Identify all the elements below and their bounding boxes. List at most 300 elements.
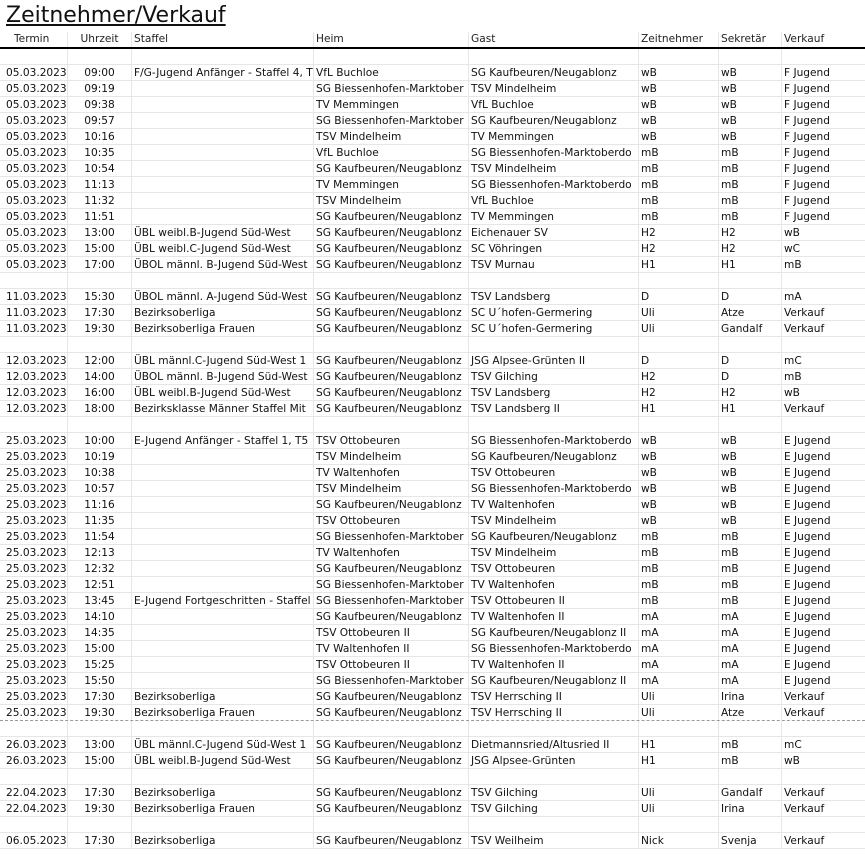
sekretaer-cell[interactable]: H2 xyxy=(719,241,782,256)
heim-cell[interactable]: TSV Mindelheim xyxy=(314,481,469,496)
heim-cell[interactable] xyxy=(314,273,469,288)
sekretaer-cell[interactable]: Svenja xyxy=(719,833,782,848)
staffel-cell[interactable] xyxy=(132,193,314,208)
staffel-cell[interactable] xyxy=(132,561,314,576)
time-cell[interactable]: 09:00 xyxy=(68,65,132,80)
gast-cell[interactable]: SC U´hofen-Germering xyxy=(469,305,639,320)
gast-cell[interactable]: SC U´hofen-Germering xyxy=(469,321,639,336)
zeitnehmer-cell[interactable]: wB xyxy=(639,449,719,464)
date-cell[interactable]: 22.04.2023 xyxy=(0,785,68,800)
sekretaer-cell[interactable] xyxy=(719,417,782,432)
staffel-cell[interactable]: ÜBOL männl. B-Jugend Süd-West xyxy=(132,257,314,272)
time-cell[interactable]: 12:00 xyxy=(68,353,132,368)
zeitnehmer-cell[interactable] xyxy=(639,49,719,64)
zeitnehmer-cell[interactable]: mB xyxy=(639,145,719,160)
staffel-cell[interactable] xyxy=(132,545,314,560)
date-cell[interactable]: 05.03.2023 xyxy=(0,113,68,128)
sekretaer-cell[interactable]: D xyxy=(719,289,782,304)
zeitnehmer-cell[interactable]: Nick xyxy=(639,833,719,848)
zeitnehmer-cell[interactable]: Uli xyxy=(639,321,719,336)
heim-cell[interactable]: SG Kaufbeuren/Neugablonz xyxy=(314,353,469,368)
date-cell[interactable]: 25.03.2023 xyxy=(0,449,68,464)
verkauf-cell[interactable]: E Jugend xyxy=(784,499,831,511)
gast-cell[interactable]: VfL Buchloe xyxy=(469,193,639,208)
gast-cell[interactable]: SG Kaufbeuren/Neugablonz xyxy=(469,65,639,80)
date-cell[interactable]: 25.03.2023 xyxy=(0,657,68,672)
gast-cell[interactable]: SG Kaufbeuren/Neugablonz xyxy=(469,113,639,128)
heim-cell[interactable]: SG Kaufbeuren/Neugablonz xyxy=(314,689,469,704)
heim-cell[interactable]: SG Kaufbeuren/Neugablonz xyxy=(314,289,469,304)
sekretaer-cell[interactable]: D xyxy=(719,353,782,368)
sekretaer-cell[interactable]: wB xyxy=(719,433,782,448)
date-cell[interactable] xyxy=(0,49,68,64)
gast-cell[interactable]: TSV Murnau xyxy=(469,257,639,272)
staffel-cell[interactable] xyxy=(132,497,314,512)
staffel-cell[interactable] xyxy=(132,145,314,160)
heim-cell[interactable]: SG Kaufbeuren/Neugablonz xyxy=(314,257,469,272)
gast-cell[interactable]: TV Waltenhofen II xyxy=(469,609,639,624)
date-cell[interactable]: 25.03.2023 xyxy=(0,513,68,528)
heim-cell[interactable]: SG Kaufbeuren/Neugablonz xyxy=(314,609,469,624)
verkauf-cell[interactable]: Verkauf xyxy=(784,707,825,719)
gast-cell[interactable]: SC Vöhringen xyxy=(469,241,639,256)
heim-cell[interactable]: TSV Mindelheim xyxy=(314,449,469,464)
zeitnehmer-cell[interactable]: mB xyxy=(639,561,719,576)
heim-cell[interactable]: SG Kaufbeuren/Neugablonz xyxy=(314,305,469,320)
time-cell[interactable]: 11:35 xyxy=(68,513,132,528)
gast-cell[interactable]: TSV Ottobeuren xyxy=(469,561,639,576)
heim-cell[interactable]: SG Kaufbeuren/Neugablonz xyxy=(314,241,469,256)
sekretaer-cell[interactable] xyxy=(719,769,782,784)
staffel-cell[interactable]: ÜBL männl.C-Jugend Süd-West 1 xyxy=(132,737,314,752)
heim-cell[interactable]: TSV Mindelheim xyxy=(314,129,469,144)
verkauf-cell[interactable]: E Jugend xyxy=(784,531,831,543)
verkauf-cell[interactable]: Verkauf xyxy=(784,835,825,847)
sekretaer-cell[interactable]: mB xyxy=(719,193,782,208)
time-cell[interactable]: 16:00 xyxy=(68,385,132,400)
verkauf-cell[interactable]: mC xyxy=(784,355,802,367)
gast-cell[interactable]: TV Waltenhofen xyxy=(469,497,639,512)
staffel-cell[interactable] xyxy=(132,161,314,176)
zeitnehmer-cell[interactable]: H2 xyxy=(639,369,719,384)
time-cell[interactable]: 15:50 xyxy=(68,673,132,688)
time-cell[interactable]: 19:30 xyxy=(68,801,132,816)
staffel-cell[interactable]: Bezirksoberliga Frauen xyxy=(132,705,314,720)
staffel-cell[interactable] xyxy=(132,673,314,688)
gast-cell[interactable] xyxy=(469,337,639,352)
gast-cell[interactable]: SG Biessenhofen-Marktoberdo xyxy=(469,641,639,656)
gast-cell[interactable]: SG Biessenhofen-Marktoberdo xyxy=(469,145,639,160)
time-cell[interactable] xyxy=(68,337,132,352)
zeitnehmer-cell[interactable]: H2 xyxy=(639,385,719,400)
heim-cell[interactable] xyxy=(314,817,469,832)
zeitnehmer-cell[interactable]: Uli xyxy=(639,705,719,720)
date-cell[interactable]: 26.03.2023 xyxy=(0,753,68,768)
date-cell[interactable]: 05.03.2023 xyxy=(0,65,68,80)
zeitnehmer-cell[interactable]: wB xyxy=(639,497,719,512)
zeitnehmer-cell[interactable]: wB xyxy=(639,65,719,80)
zeitnehmer-cell[interactable]: H1 xyxy=(639,401,719,416)
gast-cell[interactable]: TSV Gilching xyxy=(469,785,639,800)
date-cell[interactable]: 12.03.2023 xyxy=(0,385,68,400)
heim-cell[interactable]: TSV Ottobeuren II xyxy=(314,625,469,640)
heim-cell[interactable]: SG Biessenhofen-Marktober xyxy=(314,529,469,544)
heim-cell[interactable]: SG Kaufbeuren/Neugablonz xyxy=(314,161,469,176)
zeitnehmer-cell[interactable] xyxy=(639,417,719,432)
heim-cell[interactable]: SG Kaufbeuren/Neugablonz xyxy=(314,785,469,800)
verkauf-cell[interactable]: mA xyxy=(784,291,802,303)
heim-cell[interactable]: VfL Buchloe xyxy=(314,145,469,160)
gast-cell[interactable]: TSV Mindelheim xyxy=(469,513,639,528)
time-cell[interactable] xyxy=(68,273,132,288)
zeitnehmer-cell[interactable]: mB xyxy=(639,577,719,592)
staffel-cell[interactable] xyxy=(132,721,314,736)
date-cell[interactable]: 26.03.2023 xyxy=(0,737,68,752)
sekretaer-cell[interactable] xyxy=(719,273,782,288)
zeitnehmer-cell[interactable]: wB xyxy=(639,81,719,96)
sekretaer-cell[interactable]: mB xyxy=(719,737,782,752)
verkauf-cell[interactable]: F Jugend xyxy=(784,131,830,143)
sekretaer-cell[interactable]: wB xyxy=(719,481,782,496)
zeitnehmer-cell[interactable]: mA xyxy=(639,641,719,656)
gast-cell[interactable]: SG Biessenhofen-Marktoberdo xyxy=(469,481,639,496)
zeitnehmer-cell[interactable]: mB xyxy=(639,177,719,192)
time-cell[interactable]: 10:19 xyxy=(68,449,132,464)
gast-cell[interactable]: SG Biessenhofen-Marktoberdo xyxy=(469,433,639,448)
staffel-cell[interactable]: F/G-Jugend Anfänger - Staffel 4, T xyxy=(134,67,313,79)
gast-cell[interactable]: SG Kaufbeuren/Neugablonz xyxy=(469,529,639,544)
time-cell[interactable] xyxy=(68,721,132,736)
heim-cell[interactable]: SG Kaufbeuren/Neugablonz xyxy=(314,833,469,848)
staffel-cell[interactable] xyxy=(132,641,314,656)
sekretaer-cell[interactable]: wB xyxy=(719,65,782,80)
staffel-cell[interactable]: Bezirksoberliga xyxy=(132,689,314,704)
date-cell[interactable]: 25.03.2023 xyxy=(0,529,68,544)
gast-cell[interactable] xyxy=(469,817,639,832)
time-cell[interactable]: 19:30 xyxy=(68,321,132,336)
heim-cell[interactable]: SG Kaufbeuren/Neugablonz xyxy=(314,705,469,720)
zeitnehmer-cell[interactable]: mB xyxy=(639,161,719,176)
time-cell[interactable]: 18:00 xyxy=(68,401,132,416)
time-cell[interactable]: 13:45 xyxy=(68,593,132,608)
staffel-cell[interactable] xyxy=(132,609,314,624)
date-cell[interactable]: 11.03.2023 xyxy=(0,321,68,336)
sekretaer-cell[interactable]: Atze xyxy=(719,705,782,720)
date-cell[interactable]: 12.03.2023 xyxy=(0,369,68,384)
sekretaer-cell[interactable]: mB xyxy=(719,145,782,160)
header-sekretaer[interactable]: Sekretär xyxy=(719,32,782,47)
gast-cell[interactable]: JSG Alpsee-Grünten II xyxy=(469,353,639,368)
staffel-cell[interactable]: ÜBL weibl.B-Jugend Süd-West xyxy=(132,753,314,768)
sekretaer-cell[interactable]: wB xyxy=(719,113,782,128)
sekretaer-cell[interactable]: mB xyxy=(719,161,782,176)
header-staffel[interactable]: Staffel xyxy=(132,32,314,47)
header-gast[interactable]: Gast xyxy=(469,32,639,47)
header-termin[interactable]: Termin xyxy=(0,32,68,47)
date-cell[interactable]: 25.03.2023 xyxy=(0,545,68,560)
sekretaer-cell[interactable]: H1 xyxy=(719,401,782,416)
sekretaer-cell[interactable]: mA xyxy=(719,625,782,640)
date-cell[interactable]: 25.03.2023 xyxy=(0,465,68,480)
verkauf-cell[interactable]: E Jugend xyxy=(784,675,831,687)
sekretaer-cell[interactable]: H1 xyxy=(719,257,782,272)
sekretaer-cell[interactable]: wB xyxy=(719,513,782,528)
zeitnehmer-cell[interactable]: mA xyxy=(639,673,719,688)
sekretaer-cell[interactable] xyxy=(719,49,782,64)
sekretaer-cell[interactable]: wB xyxy=(719,97,782,112)
verkauf-cell[interactable]: E Jugend xyxy=(784,659,831,671)
time-cell[interactable]: 14:35 xyxy=(68,625,132,640)
time-cell[interactable]: 17:30 xyxy=(68,785,132,800)
time-cell[interactable]: 12:51 xyxy=(68,577,132,592)
staffel-cell[interactable] xyxy=(132,49,314,64)
gast-cell[interactable] xyxy=(469,273,639,288)
staffel-cell[interactable] xyxy=(132,481,314,496)
zeitnehmer-cell[interactable]: wB xyxy=(639,97,719,112)
date-cell[interactable] xyxy=(0,417,68,432)
zeitnehmer-cell[interactable] xyxy=(639,721,719,736)
staffel-cell[interactable]: Bezirksoberliga Frauen xyxy=(132,801,314,816)
zeitnehmer-cell[interactable]: Uli xyxy=(639,689,719,704)
zeitnehmer-cell[interactable]: mB xyxy=(639,593,719,608)
staffel-cell[interactable] xyxy=(132,417,314,432)
time-cell[interactable] xyxy=(68,417,132,432)
time-cell[interactable]: 19:30 xyxy=(68,705,132,720)
date-cell[interactable]: 25.03.2023 xyxy=(0,497,68,512)
time-cell[interactable]: 15:00 xyxy=(68,241,132,256)
date-cell[interactable]: 25.03.2023 xyxy=(0,481,68,496)
staffel-cell[interactable]: ÜBL weibl.B-Jugend Süd-West xyxy=(132,385,314,400)
zeitnehmer-cell[interactable]: mB xyxy=(639,193,719,208)
zeitnehmer-cell[interactable]: mA xyxy=(639,625,719,640)
gast-cell[interactable] xyxy=(469,417,639,432)
verkauf-cell[interactable]: wB xyxy=(784,755,800,767)
heim-cell[interactable]: SG Kaufbeuren/Neugablonz xyxy=(314,209,469,224)
date-cell[interactable]: 06.05.2023 xyxy=(0,833,68,848)
heim-cell[interactable]: SG Kaufbeuren/Neugablonz xyxy=(314,369,469,384)
time-cell[interactable]: 11:32 xyxy=(68,193,132,208)
sekretaer-cell[interactable]: D xyxy=(719,369,782,384)
time-cell[interactable]: 14:10 xyxy=(68,609,132,624)
verkauf-cell[interactable]: wB xyxy=(784,387,800,399)
heim-cell[interactable]: SG Kaufbeuren/Neugablonz xyxy=(314,561,469,576)
verkauf-cell[interactable] xyxy=(782,721,865,736)
gast-cell[interactable]: TV Waltenhofen xyxy=(469,577,639,592)
verkauf-cell[interactable]: F Jugend xyxy=(784,83,830,95)
date-cell[interactable]: 25.03.2023 xyxy=(0,641,68,656)
zeitnehmer-cell[interactable]: mB xyxy=(639,209,719,224)
date-cell[interactable]: 25.03.2023 xyxy=(0,609,68,624)
date-cell[interactable]: 25.03.2023 xyxy=(0,625,68,640)
time-cell[interactable]: 09:38 xyxy=(68,97,132,112)
time-cell[interactable]: 15:30 xyxy=(68,289,132,304)
date-cell[interactable]: 05.03.2023 xyxy=(0,81,68,96)
zeitnehmer-cell[interactable]: D xyxy=(639,353,719,368)
verkauf-cell[interactable]: E Jugend xyxy=(784,451,831,463)
sekretaer-cell[interactable]: mB xyxy=(719,577,782,592)
gast-cell[interactable]: TSV Herrsching II xyxy=(469,689,639,704)
gast-cell[interactable]: SG Kaufbeuren/Neugablonz II xyxy=(469,673,639,688)
time-cell[interactable]: 10:16 xyxy=(68,129,132,144)
heim-cell[interactable] xyxy=(314,721,469,736)
sekretaer-cell[interactable]: mB xyxy=(719,529,782,544)
staffel-cell[interactable]: ÜBOL männl. B-Jugend Süd-West xyxy=(132,369,314,384)
verkauf-cell[interactable]: E Jugend xyxy=(784,643,831,655)
staffel-cell[interactable] xyxy=(132,273,314,288)
date-cell[interactable]: 25.03.2023 xyxy=(0,705,68,720)
verkauf-cell[interactable]: F Jugend xyxy=(784,179,830,191)
verkauf-cell[interactable]: Verkauf xyxy=(784,403,825,415)
heim-cell[interactable]: SG Kaufbeuren/Neugablonz xyxy=(314,801,469,816)
time-cell[interactable] xyxy=(68,49,132,64)
sekretaer-cell[interactable]: Atze xyxy=(719,305,782,320)
gast-cell[interactable]: JSG Alpsee-Grünten xyxy=(469,753,639,768)
staffel-cell[interactable] xyxy=(132,113,314,128)
date-cell[interactable]: 11.03.2023 xyxy=(0,289,68,304)
zeitnehmer-cell[interactable]: Uli xyxy=(639,305,719,320)
heim-cell[interactable]: SG Kaufbeuren/Neugablonz xyxy=(314,401,469,416)
date-cell[interactable]: 12.03.2023 xyxy=(0,401,68,416)
staffel-cell[interactable] xyxy=(132,337,314,352)
verkauf-cell[interactable]: F Jugend xyxy=(784,147,830,159)
time-cell[interactable]: 10:00 xyxy=(68,433,132,448)
staffel-cell[interactable] xyxy=(132,817,314,832)
date-cell[interactable]: 22.04.2023 xyxy=(0,801,68,816)
verkauf-cell[interactable]: E Jugend xyxy=(784,627,831,639)
header-zeitnehmer[interactable]: Zeitnehmer xyxy=(639,32,719,47)
zeitnehmer-cell[interactable]: Uli xyxy=(639,785,719,800)
verkauf-cell[interactable]: E Jugend xyxy=(784,467,831,479)
sekretaer-cell[interactable]: mB xyxy=(719,561,782,576)
sekretaer-cell[interactable]: Gandalf xyxy=(719,321,782,336)
verkauf-cell[interactable]: wB xyxy=(784,227,800,239)
zeitnehmer-cell[interactable]: wB xyxy=(639,129,719,144)
heim-cell[interactable]: TV Waltenhofen II xyxy=(314,641,469,656)
time-cell[interactable]: 10:54 xyxy=(68,161,132,176)
verkauf-cell[interactable]: mC xyxy=(784,739,802,751)
verkauf-cell[interactable] xyxy=(782,817,865,832)
zeitnehmer-cell[interactable]: D xyxy=(639,289,719,304)
date-cell[interactable]: 05.03.2023 xyxy=(0,257,68,272)
heim-cell[interactable]: SG Kaufbeuren/Neugablonz xyxy=(314,737,469,752)
verkauf-cell[interactable]: E Jugend xyxy=(784,563,831,575)
date-cell[interactable]: 25.03.2023 xyxy=(0,593,68,608)
zeitnehmer-cell[interactable] xyxy=(639,769,719,784)
verkauf-cell[interactable]: F Jugend xyxy=(784,195,830,207)
time-cell[interactable]: 15:00 xyxy=(68,641,132,656)
gast-cell[interactable]: TSV Ottobeuren xyxy=(469,465,639,480)
time-cell[interactable]: 09:57 xyxy=(68,113,132,128)
staffel-cell[interactable] xyxy=(132,177,314,192)
staffel-cell[interactable]: ÜBL weibl.B-Jugend Süd-West xyxy=(132,225,314,240)
date-cell[interactable]: 25.03.2023 xyxy=(0,673,68,688)
verkauf-cell[interactable]: E Jugend xyxy=(784,595,831,607)
gast-cell[interactable] xyxy=(469,769,639,784)
staffel-cell[interactable]: E-Jugend Fortgeschritten - Staffel xyxy=(132,593,314,608)
verkauf-cell[interactable]: E Jugend xyxy=(784,579,831,591)
zeitnehmer-cell[interactable]: mB xyxy=(639,545,719,560)
sekretaer-cell[interactable]: wB xyxy=(719,465,782,480)
time-cell[interactable]: 09:19 xyxy=(68,81,132,96)
time-cell[interactable]: 15:25 xyxy=(68,657,132,672)
date-cell[interactable]: 05.03.2023 xyxy=(0,193,68,208)
date-cell[interactable]: 05.03.2023 xyxy=(0,177,68,192)
date-cell[interactable]: 05.03.2023 xyxy=(0,241,68,256)
time-cell[interactable]: 17:00 xyxy=(68,257,132,272)
sekretaer-cell[interactable]: Irina xyxy=(719,801,782,816)
staffel-cell[interactable] xyxy=(132,625,314,640)
zeitnehmer-cell[interactable]: wB xyxy=(639,481,719,496)
staffel-cell[interactable] xyxy=(132,529,314,544)
verkauf-cell[interactable]: mB xyxy=(784,259,802,271)
gast-cell[interactable]: TSV Mindelheim xyxy=(469,81,639,96)
date-cell[interactable]: 11.03.2023 xyxy=(0,305,68,320)
time-cell[interactable]: 10:35 xyxy=(68,145,132,160)
zeitnehmer-cell[interactable]: H1 xyxy=(639,753,719,768)
time-cell[interactable]: 11:16 xyxy=(68,497,132,512)
staffel-cell[interactable]: ÜBL weibl.C-Jugend Süd-West xyxy=(132,241,314,256)
time-cell[interactable]: 10:57 xyxy=(68,481,132,496)
staffel-cell[interactable] xyxy=(132,449,314,464)
verkauf-cell[interactable]: F Jugend xyxy=(784,99,830,111)
heim-cell[interactable]: SG Biessenhofen-Marktober xyxy=(314,577,469,592)
header-verkauf[interactable]: Verkauf xyxy=(784,33,825,45)
date-cell[interactable]: 05.03.2023 xyxy=(0,161,68,176)
time-cell[interactable]: 12:32 xyxy=(68,561,132,576)
heim-cell[interactable]: TSV Ottobeuren II xyxy=(314,657,469,672)
zeitnehmer-cell[interactable]: Uli xyxy=(639,801,719,816)
heim-cell[interactable]: SG Kaufbeuren/Neugablonz xyxy=(314,321,469,336)
date-cell[interactable] xyxy=(0,721,68,736)
staffel-cell[interactable]: E-Jugend Anfänger - Staffel 1, T5 xyxy=(132,433,314,448)
heim-cell[interactable]: TV Memmingen xyxy=(314,177,469,192)
gast-cell[interactable]: Eichenauer SV xyxy=(469,225,639,240)
zeitnehmer-cell[interactable]: wB xyxy=(639,513,719,528)
heim-cell[interactable]: SG Kaufbeuren/Neugablonz xyxy=(314,225,469,240)
gast-cell[interactable]: TSV Mindelheim xyxy=(469,545,639,560)
sekretaer-cell[interactable]: mB xyxy=(719,593,782,608)
time-cell[interactable]: 15:00 xyxy=(68,753,132,768)
sekretaer-cell[interactable]: mB xyxy=(719,545,782,560)
heim-cell[interactable]: TV Memmingen xyxy=(314,97,469,112)
heim-cell[interactable] xyxy=(314,417,469,432)
heim-cell[interactable]: TSV Ottobeuren xyxy=(314,513,469,528)
sekretaer-cell[interactable]: wB xyxy=(719,129,782,144)
zeitnehmer-cell[interactable] xyxy=(639,337,719,352)
sekretaer-cell[interactable]: Irina xyxy=(719,689,782,704)
date-cell[interactable] xyxy=(0,273,68,288)
sekretaer-cell[interactable]: mB xyxy=(719,209,782,224)
time-cell[interactable]: 12:13 xyxy=(68,545,132,560)
heim-cell[interactable]: SG Biessenhofen-Marktober xyxy=(314,81,469,96)
staffel-cell[interactable]: Bezirksklasse Männer Staffel Mit xyxy=(132,401,314,416)
staffel-cell[interactable]: Bezirksoberliga xyxy=(132,833,314,848)
zeitnehmer-cell[interactable]: wB xyxy=(639,465,719,480)
sekretaer-cell[interactable]: H2 xyxy=(719,225,782,240)
zeitnehmer-cell[interactable]: H1 xyxy=(639,257,719,272)
time-cell[interactable]: 10:38 xyxy=(68,465,132,480)
gast-cell[interactable]: TSV Landsberg II xyxy=(469,401,639,416)
date-cell[interactable]: 25.03.2023 xyxy=(0,561,68,576)
sekretaer-cell[interactable]: mB xyxy=(719,177,782,192)
sekretaer-cell[interactable]: mA xyxy=(719,673,782,688)
heim-cell[interactable]: SG Biessenhofen-Marktober xyxy=(314,593,469,608)
date-cell[interactable]: 05.03.2023 xyxy=(0,145,68,160)
verkauf-cell[interactable]: E Jugend xyxy=(784,435,831,447)
sekretaer-cell[interactable]: mA xyxy=(719,609,782,624)
verkauf-cell[interactable]: F Jugend xyxy=(784,163,830,175)
gast-cell[interactable]: SG Kaufbeuren/Neugablonz II xyxy=(469,625,639,640)
